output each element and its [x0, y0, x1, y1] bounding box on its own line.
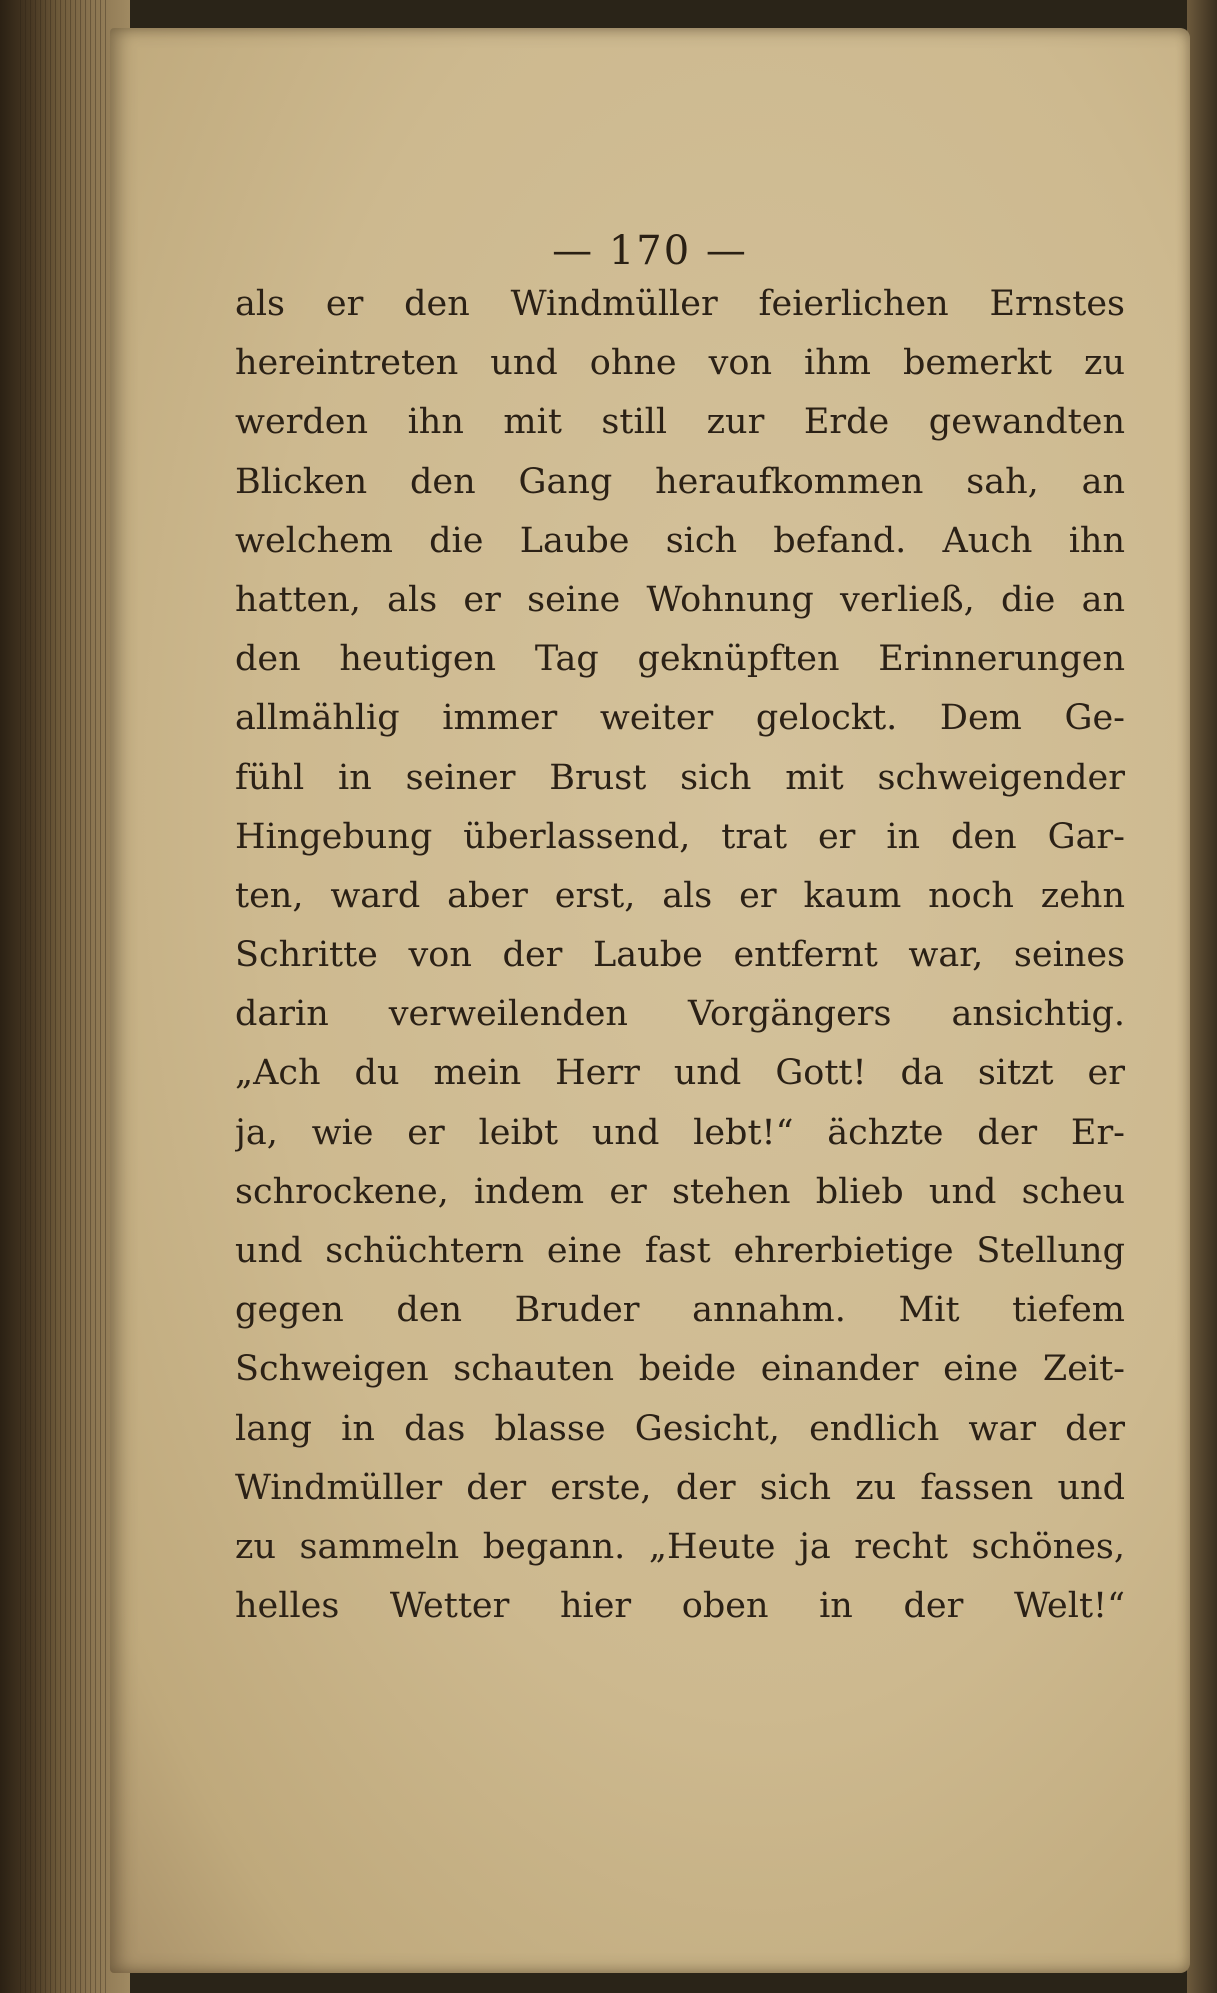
body-text — [235, 275, 1125, 1636]
text-line: schrockene, indem er stehen blieb und scheu — [235, 1171, 1125, 1212]
text-line: ten, ward aber erst, als er kaum noch zehn — [235, 875, 1125, 916]
text-line: ja, wie er leibt und lebt!“ ächzte der Er- — [235, 1112, 1125, 1153]
text-line: darin verweilenden Vorgängers ansichtig. — [235, 994, 1125, 1035]
text-line: hatten, als er seine Wohnung verließ, die an — [235, 579, 1125, 620]
text-line: Schweigen schauten beide einander eine Zeit- — [235, 1349, 1125, 1390]
text-line: Blicken den Gang heraufkommen sah, an — [235, 461, 1125, 502]
text-line: werden ihn mit still zur Erde gewandten — [235, 402, 1125, 443]
text-line: Hingebung überlassend, trat er in den Gar- — [235, 816, 1125, 857]
text-line: fühl in seiner Brust sich mit schweigender — [235, 757, 1125, 798]
text-line: allmählig immer weiter gelockt. Dem Ge- — [235, 698, 1125, 739]
text-line: den heutigen Tag geknüpften Erinnerungen — [235, 639, 1125, 680]
text-line: und schüchtern eine fast ehrerbietige Stellung — [235, 1231, 1125, 1271]
text-line: Schritte von der Laube entfernt war, seines — [235, 935, 1125, 976]
text-line: gegen den Bruder annahm. Mit tiefem — [235, 1290, 1125, 1331]
text-line: als er den Windmüller feierlichen Ernstes — [235, 284, 1125, 324]
text-line: welchem die Laube sich befand. Auch ihn — [235, 520, 1125, 561]
page-number: — 170 — — [552, 228, 748, 274]
right-background-edge — [1187, 0, 1217, 1993]
text-line: lang in das blasse Gesicht, endlich war der — [235, 1408, 1125, 1449]
text-line: zu sammeln begann. „Heute ja recht schönes, — [235, 1526, 1125, 1567]
text-line: helles Wetter hier oben in der Welt!“ — [235, 1586, 1125, 1627]
text-line: hereintreten und ohne von ihm bemerkt zu — [235, 343, 1125, 384]
text-line: Windmüller der erste, der sich zu fassen und — [235, 1467, 1125, 1508]
text-line: „Ach du mein Herr und Gott! da sitzt er — [235, 1053, 1125, 1094]
